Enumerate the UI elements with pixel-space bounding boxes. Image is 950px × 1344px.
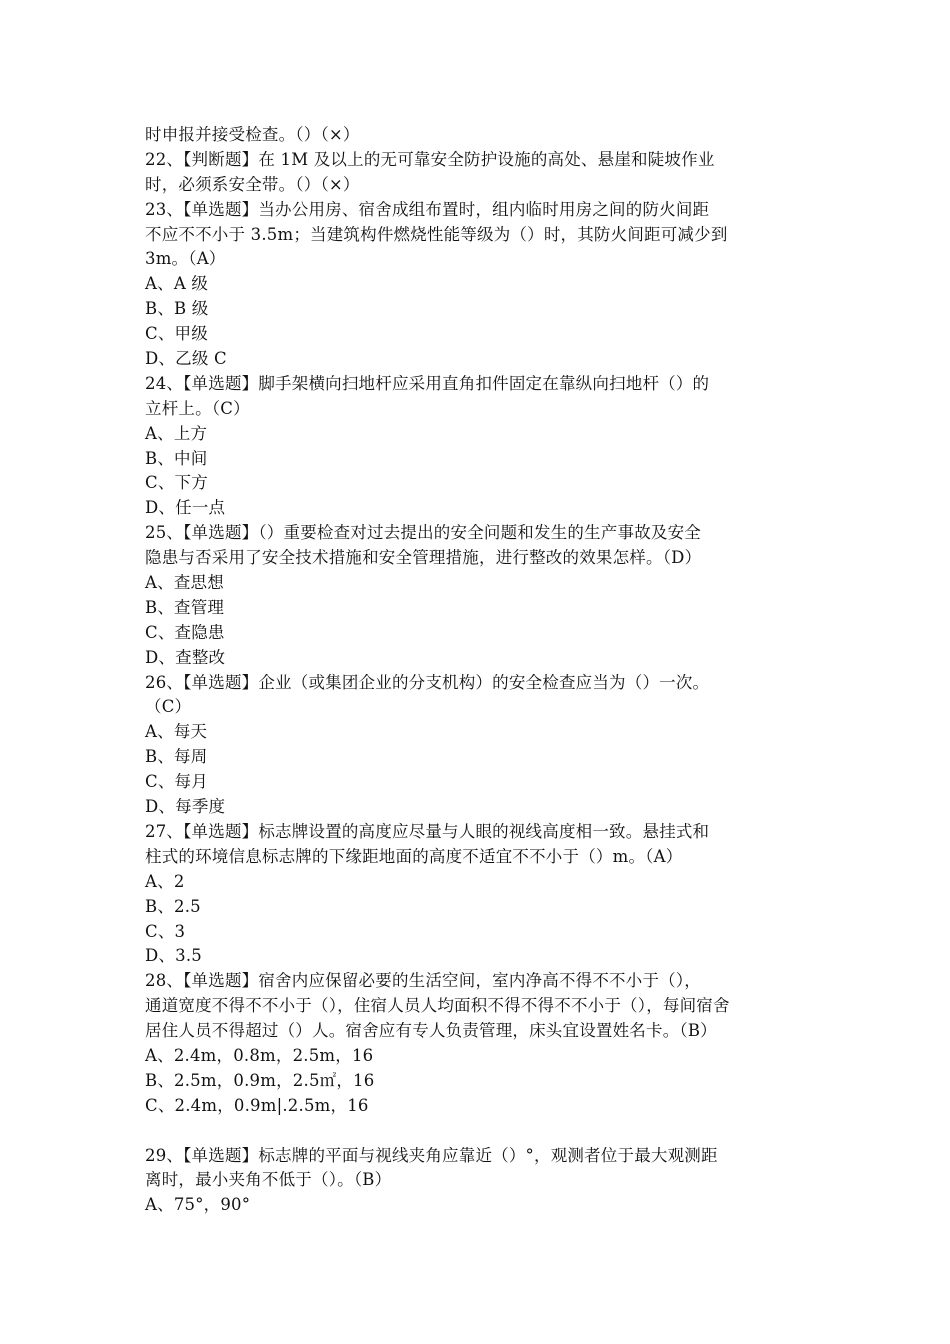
question-23-option-a: A、A 级 xyxy=(145,274,209,294)
question-24-option-a: A、上方 xyxy=(145,423,208,443)
question-23-line-1: 23、【单选题】当办公用房、宿舍成组布置时，组内临时用房之间的防火间距 xyxy=(145,199,710,219)
question-25-line-1: 25、【单选题】（）重要检查对过去提出的安全问题和发生的生产事故及安全 xyxy=(145,523,701,543)
question-25-option-b: B、查管理 xyxy=(145,597,225,617)
question-25-option-c: C、查隐患 xyxy=(145,622,225,642)
question-26-option-c: C、每月 xyxy=(145,772,208,792)
question-26-line-1: 26、【单选题】企业（或集团企业的分支机构）的安全检查应当为（）一次。 xyxy=(145,672,710,692)
question-29-option-a: A、75°，90° xyxy=(145,1195,251,1215)
question-24-line-1: 24、【单选题】脚手架横向扫地杆应采用直角扣件固定在靠纵向扫地杆（）的 xyxy=(145,373,710,393)
question-24-line-2: 立杆上。（C） xyxy=(145,398,250,418)
question-28-line-2: 通道宽度不得不不小于（），住宿人员人均面积不得不得不不小于（），每间宿舍 xyxy=(145,996,730,1016)
document-body xyxy=(145,123,815,1218)
text-line: 时申报并接受检查。（）（×） xyxy=(145,125,360,144)
question-24-option-b: B、中间 xyxy=(145,448,208,468)
question-23-option-b: B、B 级 xyxy=(145,299,209,319)
question-22-line-1: 22、【判断题】在 1M 及以上的无可靠安全防护设施的高处、悬崖和陡坡作业 xyxy=(145,149,715,169)
question-27-option-a: A、2 xyxy=(145,871,185,891)
question-26-line-2: （C） xyxy=(145,697,192,717)
question-27-option-b: B、2.5 xyxy=(145,896,201,916)
question-29-line-2: 离时，最小夹角不低于（）。（B） xyxy=(145,1170,392,1190)
question-23-option-c: C、甲级 xyxy=(145,324,208,344)
question-26-option-d: D、每季度 xyxy=(145,797,226,817)
blank-line xyxy=(145,1119,815,1144)
question-27-line-2: 柱式的环境信息标志牌的下缘距地面的高度不适宜不不小于（）m。（A） xyxy=(145,846,683,866)
question-26-option-b: B、每周 xyxy=(145,747,208,767)
question-25-option-a: A、查思想 xyxy=(145,573,224,593)
question-25-option-d: D、查整改 xyxy=(145,647,226,667)
question-23-line-2: 不应不不小于 3.5m；当建筑构件燃烧性能等级为（）时，其防火间距可减少到 xyxy=(145,224,728,244)
question-27-option-d: D、3.5 xyxy=(145,946,202,966)
question-25-line-2: 隐患与否采用了安全技术措施和安全管理措施，进行整改的效果怎样。（D） xyxy=(145,548,702,568)
question-24-option-d: D、任一点 xyxy=(145,498,226,518)
question-24-option-c: C、下方 xyxy=(145,473,208,493)
question-23-option-d: D、乙级 C xyxy=(145,349,227,369)
question-23-line-3: 3m。（A） xyxy=(145,249,226,269)
question-28-option-c: C、2.4m，0.9m|.2.5m，16 xyxy=(145,1095,369,1115)
question-27-line-1: 27、【单选题】标志牌设置的高度应尽量与人眼的视线高度相一致。悬挂式和 xyxy=(145,821,710,841)
question-22-line-2: 时，必须系安全带。（）（×） xyxy=(145,174,360,194)
question-28-line-1: 28、【单选题】宿舍内应保留必要的生活空间，室内净高不得不不小于（）， xyxy=(145,971,701,991)
question-28-line-3: 居住人员不得超过（）人。宿舍应有专人负责管理，床头宜设置姓名卡。（B） xyxy=(145,1021,717,1041)
question-28-option-a: A、2.4m，0.8m，2.5m，16 xyxy=(145,1045,374,1065)
question-26-option-a: A、每天 xyxy=(145,722,208,742)
question-29-line-1: 29、【单选题】标志牌的平面与视线夹角应靠近（）°，观测者位于最大观测距 xyxy=(145,1145,718,1165)
question-28-option-b: B、2.5m，0.9m，2.5㎡，16 xyxy=(145,1070,375,1090)
question-27-option-c: C、3 xyxy=(145,921,186,941)
